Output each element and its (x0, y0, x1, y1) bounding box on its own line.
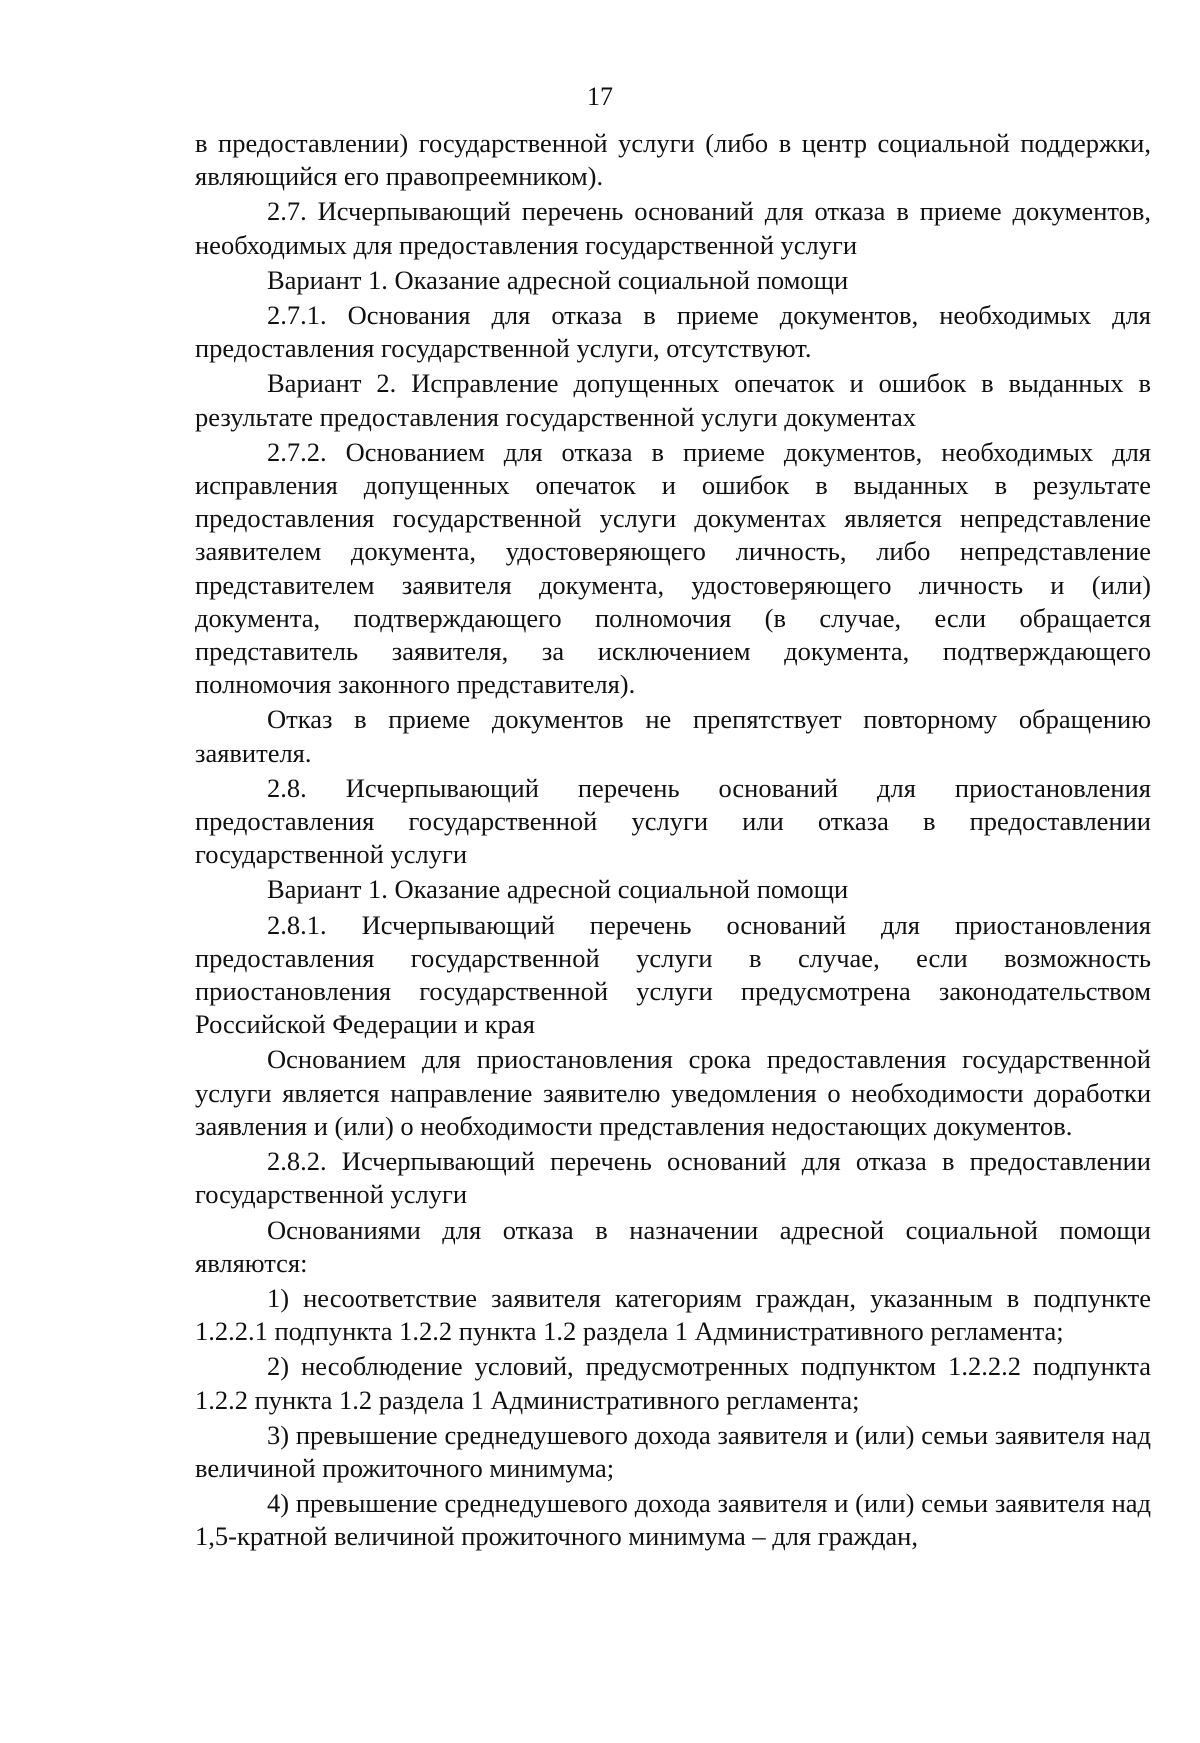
paragraph-refusal-note: Отказ в приеме документов не препятствует повторному обращению заявителя. (195, 704, 1151, 768)
list-item-1: 1) несоответствие заявителя категориям граждан, указанным в подпункте 1.2.2.1 подпункта 1.2.2 пункта 1.2 раздела 1 Административного регламента; (195, 1282, 1151, 1347)
document-body (195, 127, 1151, 1554)
variant-heading-2: Вариант 2. Исправление допущенных опечаток и ошибок в выданных в результате предоставления государственной услуги документах (195, 368, 1151, 432)
section-heading-2-7: 2.7. Исчерпывающий перечень оснований для отказа в приеме документов, необходимых для предоставления государственной услуги (195, 196, 1151, 260)
paragraph-continuation: в предоставлении) государственной услуги (либо в центр социальной поддержки, являющийся его правопреемником). (195, 128, 1151, 192)
variant-heading-1-repeat: Вариант 1. Оказание адресной социальной помощи (267, 874, 849, 905)
clause-2-8-1: 2.8.1. Исчерпывающий перечень оснований для приостановления предоставления государственной услуги в случае, если возможность приостановления государственной услуги предусмотрена законодательством Российской Федерации и края (195, 909, 1151, 1040)
page-number: 17 (587, 82, 613, 111)
section-heading-2-8: 2.8. Исчерпывающий перечень оснований для приостановления предоставления государственной услуги или отказа в предоставлении государственной услуги (195, 772, 1151, 870)
paragraph-refusal-grounds: Основаниями для отказа в назначении адресной социальной помощи являются: (195, 1214, 1151, 1278)
list-item-2: 2) несоблюдение условий, предусмотренных подпунктом 1.2.2.2 подпункта 1.2.2 пункта 1.2 раздела 1 Административного регламента; (195, 1351, 1151, 1415)
clause-2-7-2: 2.7.2. Основанием для отказа в приеме документов, необходимых для исправления допущенных опечаток и ошибок в выданных в результате предоставления государственной услуги документах является непредставление заявителем документа, удостоверяющего личность, либо непредставление представителем заявителя документа, удостоверяющего личность и (или) документа, подтверждающего полномочия (в случае, если обращается представитель заявителя, за исключением документа, подтверждающего полномочия законного представителя). (195, 436, 1151, 700)
clause-2-8-2: 2.8.2. Исчерпывающий перечень оснований для отказа в предоставлении государственной услуги (195, 1146, 1151, 1210)
clause-2-7-1: 2.7.1. Основания для отказа в приеме документов, необходимых для предоставления государственной услуги, отсутствуют. (195, 300, 1151, 364)
list-item-4: 4) превышение среднедушевого дохода заявителя и (или) семьи заявителя над 1,5-кратной величиной прожиточного минимума – для граждан, (195, 1488, 1151, 1552)
paragraph-suspension-basis: Основанием для приостановления срока предоставления государственной услуги является направление заявителю уведомления о необходимости доработки заявления и (или) о необходимости представления недостающих документов. (195, 1044, 1151, 1141)
list-item-3: 3) превышение среднедушевого дохода заявителя и (или) семьи заявителя над величиной прожиточного минимума; (195, 1419, 1151, 1483)
variant-heading-1: Вариант 1. Оказание адресной социальной помощи (267, 264, 849, 295)
